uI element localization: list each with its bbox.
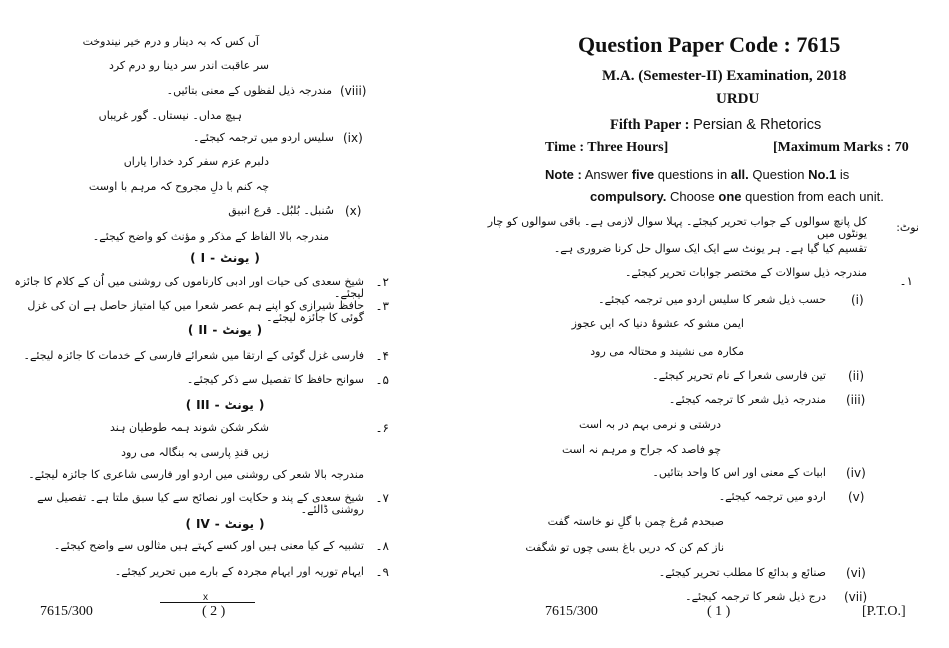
note-text: compulsory. <box>590 189 667 204</box>
question-text: ایہام توریہ اور ایہام مجردہ کے بارے میں تحریر کیجئے۔ <box>114 565 364 578</box>
question-number: (iv) <box>846 466 866 480</box>
question-text: مندرجہ ذیل شعر کا ترجمہ کیجئے۔ <box>668 393 826 406</box>
paper-name: Persian & Rhetorics <box>693 117 822 133</box>
urdu-note-text: تقسیم کیا گیا ہے۔ ہر یونٹ سے ایک ایک سوال حل کرنا ضروری ہے۔ <box>553 242 867 255</box>
couplet-line: سر عاقبت اندر سر دینا رو درم کرد <box>108 59 269 72</box>
note-text: No.1 <box>808 167 837 182</box>
question-text: درج ذیل شعر کا ترجمہ کیجئے۔ <box>685 590 826 603</box>
question-text: صنائع و بدائع کا مطلب تحریر کیجئے۔ <box>658 566 826 579</box>
couplet-line: ناز کم کن کہ دریں باغ بسی چوں تو شگفت <box>525 541 724 554</box>
question-text: شیخ سعدی کی حیات اور ادبی کارناموں کی روشنی میں اُن کے کلام کا جائزہ لیجئے۔ <box>14 275 364 300</box>
page-number: ( 2 ) <box>202 604 226 619</box>
couplet-line: درشتی و نرمی بہم در بہ است <box>578 418 721 431</box>
question-text: ابیات کے معنی اور اس کا واحد بتائیں۔ <box>652 466 826 479</box>
question-number: ۳۔ <box>375 299 389 313</box>
unit-heading-4: ( IV - یونٹ ) <box>185 517 265 531</box>
page-number: ( 1 ) <box>707 604 731 619</box>
footer-code: 7615/300 <box>40 604 93 619</box>
couplet-line: صبحدم مُرغ چمن با گلِ نو خاستہ گفت <box>547 515 724 528</box>
question-text: مندرجہ بالا الفاظ کے مذکر و مؤنث کو واضح کیجئے۔ <box>92 230 329 243</box>
end-mark: x <box>203 592 208 603</box>
question-number: (i) <box>851 293 864 307</box>
note-text: is <box>836 167 850 182</box>
unit-heading-1: ( I - یونٹ ) <box>190 251 260 265</box>
question-text: مندرجہ ذیل سوالات کے مختصر جوابات تحریر کیجئے۔ <box>624 266 867 279</box>
question-number: ۸۔ <box>375 539 389 553</box>
note-text: question from each unit. <box>741 189 884 204</box>
couplet-line: آں کس کہ بہ دینار و درم خیر نیندوخت <box>82 35 259 48</box>
question-words: سُنبل۔ بُلبُل۔ قرع انبیق <box>228 204 334 217</box>
subject: URDU <box>716 91 760 107</box>
question-number: (x) <box>345 204 362 218</box>
couplet-line: مکارہ می نشیند و محتالہ می رود <box>590 345 744 358</box>
note-text: one <box>718 189 742 204</box>
unit-heading-3: ( III - یونٹ ) <box>185 398 265 412</box>
question-number: ۶۔ <box>375 421 389 435</box>
question-number: (vi) <box>846 566 866 580</box>
question-text: تشبیہ کے کیا معنی ہیں اور کسے کہتے ہیں مثالوں سے واضح کیجئے۔ <box>53 539 364 552</box>
urdu-note-text: کل پانچ سوالوں کے جواب تحریر کیجئے۔ پہلا سوال لازمی ہے۔ باقی سوالوں کو چار یونٹوں میں <box>487 215 867 240</box>
exam-name: M.A. (Semester-II) Examination, 2018 <box>602 68 847 84</box>
note-text: Answer <box>581 167 632 182</box>
urdu-note-label: نوٹ: <box>896 221 919 234</box>
footer-code: 7615/300 <box>545 604 598 619</box>
question-number: (vii) <box>844 590 868 604</box>
question-number: (v) <box>848 490 865 504</box>
question-number: ۵۔ <box>375 373 389 387</box>
paper-line <box>610 117 821 134</box>
question-number: (iii) <box>846 393 866 407</box>
question-number: (viii) <box>340 84 367 98</box>
question-text: حافظ شیرازی کو اپنے ہم عصر شعرا میں کیا امتیاز حاصل ہے ان کی غزل گوئی کا جائزہ لیجئے۔ <box>27 299 364 324</box>
question-text: مندرجہ بالا شعر کی روشنی میں اردو اور فارسی شاعری کا جائزہ لیجئے۔ <box>28 468 364 481</box>
question-number: ۱۔ <box>899 274 913 288</box>
note-text: questions in <box>654 167 731 182</box>
question-number: (ii) <box>848 369 865 383</box>
question-number: ۷۔ <box>375 491 389 505</box>
couplet-line: چو فاصد کہ جراح و مرہم نہ است <box>561 443 721 456</box>
note-line-2 <box>590 188 919 206</box>
pto-label: [P.T.O.] <box>862 604 906 619</box>
question-text: مندرجہ ذیل لفظوں کے معنی بتائیں۔ <box>166 84 332 97</box>
note-text: Choose <box>666 189 719 204</box>
question-text: سلیس اردو میں ترجمہ کیجئے۔ <box>193 131 334 144</box>
note-line-1 <box>545 166 919 184</box>
note-text: all. <box>730 167 749 182</box>
couplet-line: دلبرم عزم سفر کرد خدارا یاراں <box>123 155 269 168</box>
couplet-line: زیں قندِ پارسی بہ بنگالہ می رود <box>121 446 269 459</box>
question-text: سوانح حافظ کا تفصیل سے ذکر کیجئے۔ <box>186 373 364 386</box>
note-text: five <box>631 167 655 182</box>
question-number: ۹۔ <box>375 565 389 579</box>
couplet-line: چہ کنم با دلِ مجروح کہ مرہم با اوست <box>88 180 269 193</box>
couplet-line: ایمن مشو کہ عشوۂ دنیا کہ ایں عجوز <box>571 317 744 330</box>
question-text: تین فارسی شعرا کے نام تحریر کیجئے۔ <box>652 369 826 382</box>
unit-heading-2: ( II - یونٹ ) <box>187 323 263 337</box>
note-text: Question <box>748 167 809 182</box>
question-words: ہیچ مداں۔ نیستاں۔ گور غریباں <box>98 109 242 122</box>
time: Time : Three Hours] <box>545 140 669 155</box>
max-marks: [Maximum Marks : 70 <box>773 140 909 155</box>
question-text: حسب ذیل شعر کا سلیس اردو میں ترجمہ کیجئے۔ <box>598 293 826 306</box>
question-text: شیخ سعدی کے پند و حکایت اور نصائح سے کیا سبق ملتا ہے۔ تفصیل سے روشنی ڈالئے۔ <box>37 491 364 516</box>
paper-code-title: Question Paper Code : 7615 <box>578 32 841 57</box>
question-number: ۲۔ <box>375 275 389 289</box>
question-text: اردو میں ترجمہ کیجئے۔ <box>718 490 826 503</box>
question-number: ۴۔ <box>375 349 389 363</box>
couplet-line: شکر شکن شوند ہمہ طوطیان ہند <box>110 421 269 434</box>
question-number: (ix) <box>343 131 363 145</box>
paper-label: Fifth Paper : <box>610 117 694 133</box>
question-text: فارسی غزل گوئی کے ارتقا میں شعرائے فارسی کے خدمات کا جائزہ لیجئے۔ <box>23 349 364 362</box>
note-label: Note : <box>545 167 582 182</box>
